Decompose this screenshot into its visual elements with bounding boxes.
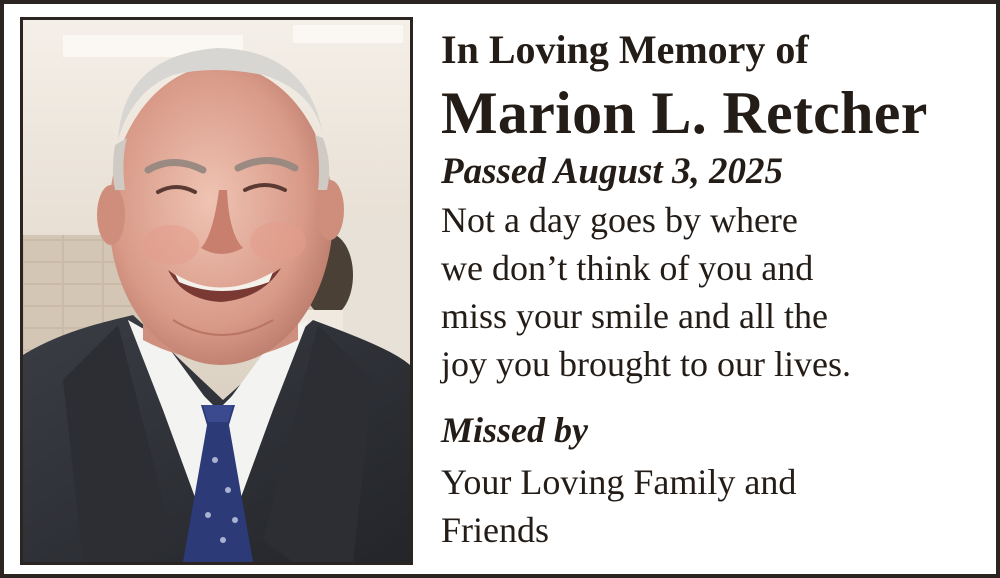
memorial-heading: In Loving Memory of xyxy=(441,27,809,72)
deceased-name: Marion L. Retcher xyxy=(441,80,928,146)
message-line: we don’t think of you and xyxy=(441,248,814,288)
portrait-photo xyxy=(20,17,413,565)
missed-by-label: Missed by xyxy=(441,410,588,450)
message-line: Not a day goes by where xyxy=(441,200,798,240)
memorial-text xyxy=(441,22,991,554)
signature-line: Your Loving Family and xyxy=(441,462,797,502)
memorial-message xyxy=(441,196,991,388)
signature-line: Friends xyxy=(441,510,549,550)
message-line: joy you brought to our lives. xyxy=(441,344,851,384)
message-line: miss your smile and all the xyxy=(441,296,828,336)
passed-date: Passed August 3, 2025 xyxy=(441,151,783,192)
missed-by-signature xyxy=(441,458,991,554)
